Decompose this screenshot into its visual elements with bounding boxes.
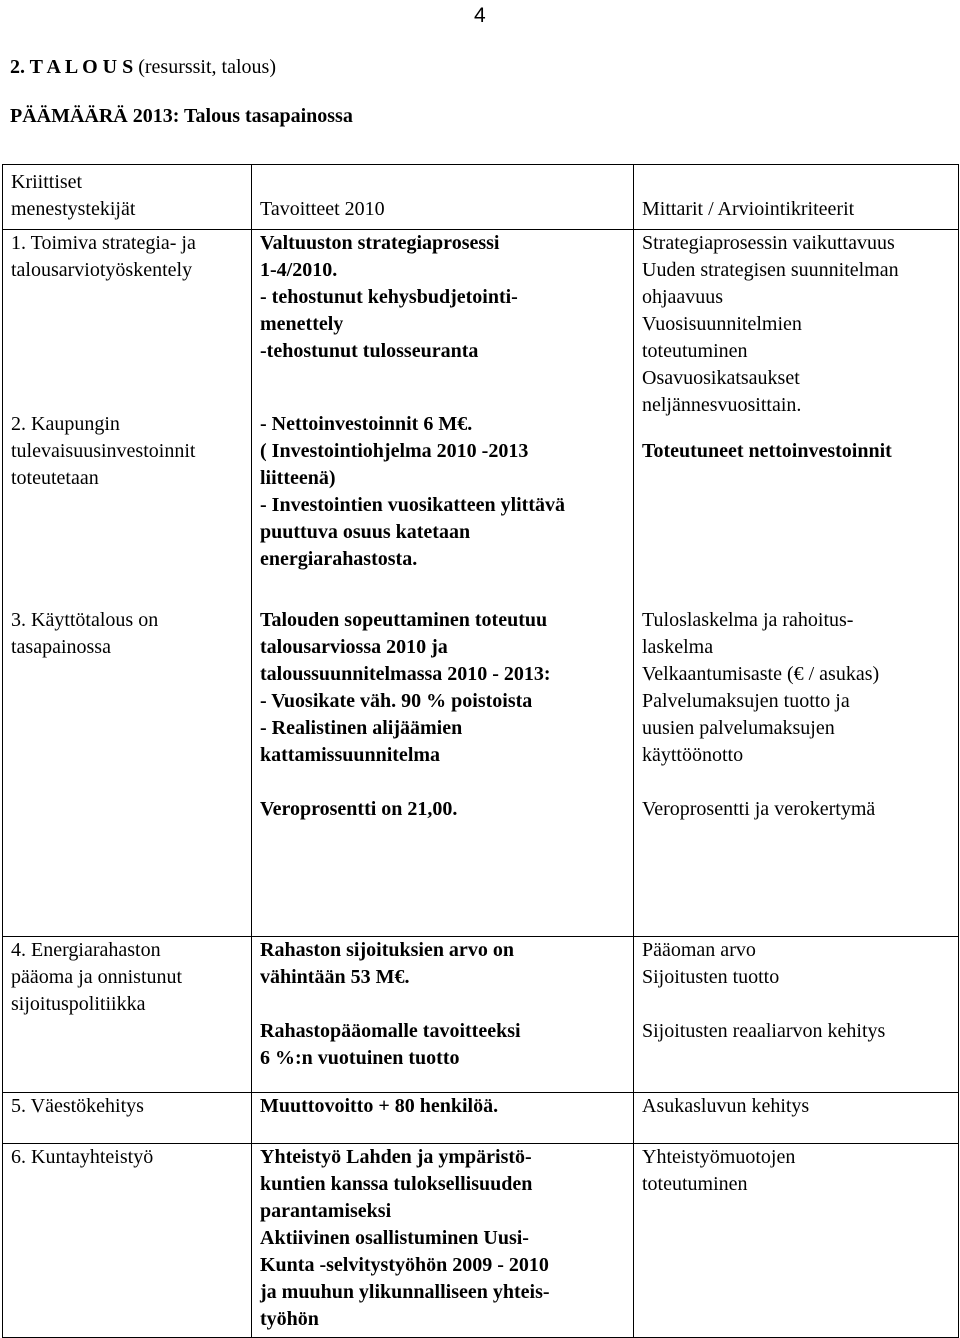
target-2: - Nettoinvestoinnit 6 M€. ( Investointiohjelma 2010 -2013 liitteenä) - Investointien vuosikatteen ylittävä puuttuva osuus katetaan energiarahastosta. bbox=[260, 413, 565, 570]
metric-4b: Sijoitusten reaaliarvon kehitys bbox=[642, 1020, 886, 1042]
metric-5: Asukasluvun kehitys bbox=[642, 1095, 810, 1117]
table-row bbox=[3, 1144, 959, 1338]
target-6: Yhteistyö Lahden ja ympäristö- kuntien kanssa tuloksellisuuden parantamiseksi Aktiivinen osallistuminen Uusi- Kunta -selvitystyöhön 2009 - 2010 ja muuhun ylikunnalliseen yhteis- työhön bbox=[260, 1146, 550, 1330]
header-metrics bbox=[634, 165, 959, 230]
factor-1: 1. Toimiva strategia- ja talousarviotyöskentely bbox=[11, 232, 196, 281]
factor-6-cell bbox=[3, 1144, 252, 1338]
factor-4: 4. Energiarahaston pääoma ja onnistunut sijoituspolitiikka bbox=[11, 939, 183, 1015]
factor-5: 5. Väestökehitys bbox=[11, 1095, 144, 1117]
target-4b: Rahastopääomalle tavoitteeksi 6 %:n vuotuinen tuotto bbox=[260, 1020, 521, 1069]
metric-6: Yhteistyömuotojen toteutuminen bbox=[642, 1146, 796, 1195]
metrics-cell bbox=[634, 230, 959, 937]
section-title-subtitle: (resurssit, talous) bbox=[138, 56, 276, 78]
target-tax-rate: Veroprosentti on 21,00. bbox=[260, 798, 458, 820]
metric-5-cell bbox=[634, 1093, 959, 1144]
header-targets bbox=[252, 165, 634, 230]
factor-3: 3. Käyttötalous on tasapainossa bbox=[11, 609, 159, 658]
critical-factors-cell bbox=[3, 230, 252, 937]
metric-4-cell bbox=[634, 937, 959, 1093]
page-number: 4 bbox=[474, 4, 486, 27]
header-critical-factors bbox=[3, 165, 252, 230]
section-title-main: 2. T A L O U S bbox=[10, 56, 134, 78]
goals-table bbox=[2, 164, 959, 1338]
factor-2: 2. Kaupungin tulevaisuusinvestoinnit toteutetaan bbox=[11, 413, 196, 489]
table-header-row bbox=[3, 165, 959, 230]
target-4-cell bbox=[252, 937, 634, 1093]
metric-4a: Pääoman arvo Sijoitusten tuotto bbox=[642, 939, 780, 988]
targets-cell bbox=[252, 230, 634, 937]
factor-6: 6. Kuntayhteistyö bbox=[11, 1146, 154, 1168]
section-title bbox=[10, 54, 276, 81]
table-row bbox=[3, 230, 959, 937]
metric-2: Toteutuneet nettoinvestoinnit bbox=[642, 440, 892, 462]
metric-6-cell bbox=[634, 1144, 959, 1338]
factor-4-cell bbox=[3, 937, 252, 1093]
factor-5-cell bbox=[3, 1093, 252, 1144]
header-metrics-text: Mittarit / Arviointikriteerit bbox=[642, 198, 855, 220]
target-1: Valtuuston strategiaprosessi 1-4/2010. - tehostunut kehysbudjetointi- menettely -tehostunut tulosseuranta bbox=[260, 232, 518, 362]
target-5: Muuttovoitto + 80 henkilöä. bbox=[260, 1095, 499, 1117]
header-critical-factors-text: Kriittiset menestystekijät bbox=[11, 171, 136, 220]
metric-tax: Veroprosentti ja verokertymä bbox=[642, 798, 876, 820]
header-targets-text: Tavoitteet 2010 bbox=[260, 198, 385, 220]
goal-heading: PÄÄMÄÄRÄ 2013: Talous tasapainossa bbox=[10, 105, 353, 127]
target-5-cell bbox=[252, 1093, 634, 1144]
metric-1: Strategiaprosessin vaikuttavuus Uuden strategisen suunnitelman ohjaavuus Vuosisuunnitelmien toteutuminen Osavuosikatsaukset neljännesvuosittain. bbox=[642, 232, 899, 416]
target-6-cell bbox=[252, 1144, 634, 1338]
target-4a: Rahaston sijoituksien arvo on vähintään 53 M€. bbox=[260, 939, 514, 988]
table-row bbox=[3, 1093, 959, 1144]
target-3: Talouden sopeuttaminen toteutuu talousarviossa 2010 ja taloussuunnitelmassa 2010 - 2013: - Vuosikate väh. 90 % poistoista - Realistinen alijäämien kattamissuunnitelma bbox=[260, 609, 551, 766]
metric-3: Tuloslaskelma ja rahoitus- laskelma Velkaantumisaste (€ / asukas) Palvelumaksujen tuotto ja uusien palvelumaksujen käyttöönotto bbox=[642, 609, 880, 766]
table-row bbox=[3, 937, 959, 1093]
